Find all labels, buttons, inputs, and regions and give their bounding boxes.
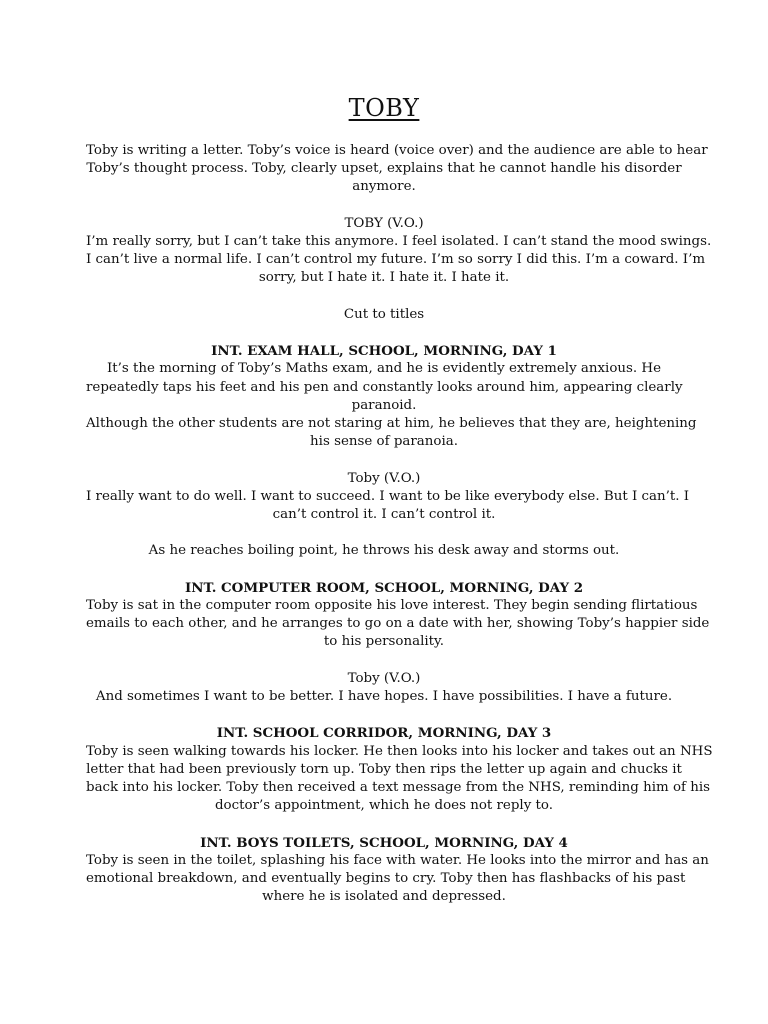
text-line: his sense of paranoia. — [310, 434, 458, 450]
text-line: emotional breakdown, and eventually begins to cry. Toby then has flashbacks of his past — [86, 870, 686, 886]
character-cue: Toby (V.O.) — [347, 670, 421, 686]
text-line: As he reaches boiling point, he throws his desk away and storms out. — [148, 543, 620, 559]
text-line: emails to each other, and he arranges to go on a date with her, showing Toby’s happier side — [86, 616, 710, 632]
paragraph-voice-over-1 — [86, 215, 712, 288]
text-line: Toby is seen walking towards his locker. He then looks into his locker and takes out an NHS — [86, 743, 713, 759]
scene-heading: INT. SCHOOL CORRIDOR, MORNING, DAY 3 — [216, 725, 552, 742]
scene-day-4 — [86, 834, 709, 907]
script-body — [86, 142, 713, 925]
text-line: It’s the morning of Toby’s Maths exam, and he is evidently extremely anxious. He — [106, 361, 662, 377]
paragraph-intro — [86, 142, 708, 197]
scene-day-2 — [86, 579, 710, 652]
text-line: letter that had been previously torn up. Toby then rips the letter up again and chucks it — [86, 761, 682, 777]
dialogue-line: And sometimes I want to be better. I have hopes. I have possibilities. I have a future. — [95, 688, 673, 704]
text-line: repeatedly taps his feet and his pen and constantly looks around him, appearing clearly — [86, 379, 683, 395]
scene-heading: INT. EXAM HALL, SCHOOL, MORNING, DAY 1 — [211, 343, 557, 360]
text-line: back into his locker. Toby then received a text message from the NHS, reminding him of his — [86, 779, 711, 795]
character-cue: TOBY (V.O.) — [344, 215, 424, 231]
text-line: anymore. — [352, 179, 416, 195]
scene-day-3 — [86, 724, 713, 815]
dialogue-line: sorry, but I hate it. I hate it. I hate it. — [258, 270, 510, 286]
character-cue: Toby (V.O.) — [347, 470, 421, 486]
scene-heading: INT. BOYS TOILETS, SCHOOL, MORNING, DAY 4 — [200, 834, 568, 851]
scene-heading: INT. COMPUTER ROOM, SCHOOL, MORNING, DAY 2 — [184, 579, 584, 596]
text-line: where he is isolated and depressed. — [262, 889, 506, 905]
text-line: Toby’s thought process. Toby, clearly upset, explains that he cannot handle his disorder — [86, 161, 682, 177]
dialogue-line: can’t control it. I can’t control it. — [272, 507, 496, 522]
text-line: paranoid. — [351, 397, 417, 413]
dialogue-line: I really want to do well. I want to succeed. I want to be like everybody else. But I can’t. I — [86, 488, 690, 504]
page-title: TOBY — [348, 94, 420, 122]
scene-day-1 — [86, 342, 697, 451]
paragraph-voice-over-3 — [86, 670, 682, 706]
text-line: Toby is sat in the computer room opposite his love interest. They begin sending flirtatious — [86, 597, 698, 613]
paragraph-transition — [86, 306, 682, 324]
paragraph-action — [86, 542, 682, 560]
text-line: Toby is writing a letter. Toby’s voice is heard (voice over) and the audience are able to hear — [86, 143, 708, 158]
text-line: Toby is seen in the toilet, splashing his face with water. He looks into the mirror and has an — [86, 852, 709, 868]
text-line: Although the other students are not staring at him, he believes that they are, heightening — [86, 416, 697, 431]
dialogue-line: I’m really sorry, but I can’t take this anymore. I feel isolated. I can’t stand the mood swings. — [86, 234, 712, 249]
paragraph-voice-over-2 — [86, 470, 690, 525]
text-line: doctor’s appointment, which he does not reply to. — [214, 798, 553, 814]
transition-line: Cut to titles — [343, 306, 425, 322]
dialogue-line: I can’t live a normal life. I can’t control my future. I’m so sorry I did this. I’m a coward. I’m — [86, 252, 706, 268]
text-line: to his personality. — [323, 634, 445, 650]
